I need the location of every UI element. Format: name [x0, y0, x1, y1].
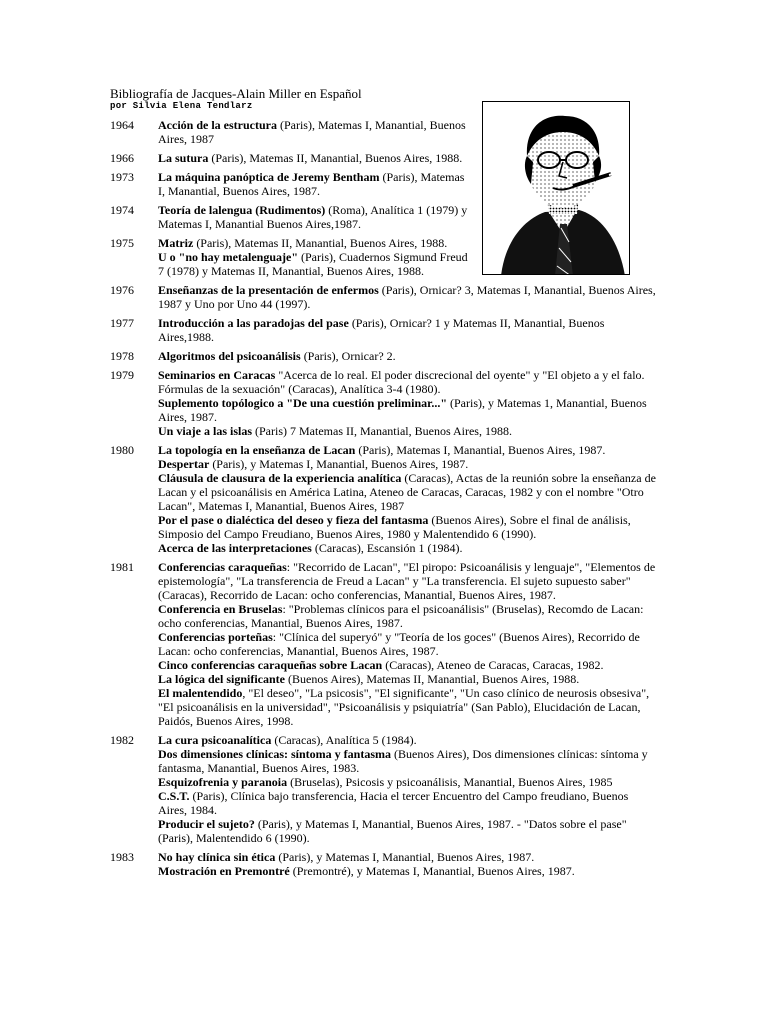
entry-year: 1980 — [110, 443, 134, 457]
entry-item — [158, 686, 658, 728]
entry-year: 1975 — [110, 236, 134, 250]
bibliography-entry — [110, 283, 658, 311]
bibliography-entry — [110, 203, 658, 231]
bibliography-entry — [110, 733, 658, 845]
work-title: Cláusula de clausura de la experiencia analítica — [158, 471, 402, 485]
publication-details: (Buenos Aires), Sobre el final de análisis, Simposio del Campo Freudiano, Buenos Aires, 1980 y Malentendido 6 (1990). — [158, 513, 631, 541]
document-author: por Silvia Elena Tendlarz — [110, 101, 253, 111]
publication-details: (Premontré), y Matemas I, Manantial, Buenos Aires, 1987. — [289, 864, 575, 878]
entry-body — [158, 203, 473, 231]
publication-details: (Paris) 7 Matemas II, Manantial, Buenos Aires, 1988. — [252, 424, 512, 438]
bibliography-list — [110, 118, 658, 883]
entry-item — [158, 630, 658, 658]
entry-year: 1964 — [110, 118, 134, 132]
document-title: Bibliografía de Jacques-Alain Miller en Español — [110, 86, 362, 101]
publication-details: (Paris), Clínica bajo transferencia, Hacia el tercer Encuentro del Campo freudiano, Buenos Aires, 1984. — [158, 789, 629, 817]
entry-body — [158, 349, 658, 363]
bibliography-entry — [110, 349, 658, 363]
entry-body — [158, 170, 473, 198]
work-title: U o "no hay metalenguaje" — [158, 250, 298, 264]
entry-year: 1974 — [110, 203, 134, 217]
entry-item — [158, 541, 658, 555]
entry-body — [158, 443, 658, 555]
entry-item — [158, 250, 473, 278]
bibliography-entry — [110, 170, 658, 198]
entry-item — [158, 316, 658, 344]
entry-item — [158, 283, 658, 311]
publication-details: (Paris), Cuadernos Sigmund Freud 7 (1978) y Matemas II, Manantial, Buenos Aires, 1988. — [158, 250, 468, 278]
publication-details: (Buenos Aires), Dos dimensiones clínicas: síntoma y fantasma, Manantial, Buenos Aires, 1983. — [158, 747, 648, 775]
entry-item — [158, 672, 658, 686]
publication-details: (Paris), Ornicar? 1 y Matemas II, Manantial, Buenos Aires,1988. — [158, 316, 605, 344]
work-title: Conferencias porteñas — [158, 630, 273, 644]
publication-details: (Caracas), Ateneo de Caracas, Caracas, 1982. — [382, 658, 604, 672]
publication-details: (Roma), Analítica 1 (1979) y Matemas I, Manantial Buenos Aires,1987. — [158, 203, 468, 231]
work-title: Mostración en Premontré — [158, 864, 290, 878]
work-title: Matriz — [158, 236, 194, 250]
entry-year: 1978 — [110, 349, 134, 363]
entry-item — [158, 203, 473, 231]
entry-item — [158, 850, 658, 864]
entry-year: 1976 — [110, 283, 134, 297]
work-title: Despertar — [158, 457, 210, 471]
entry-item — [158, 424, 658, 438]
publication-details: : "Clínica del superyó" y "Teoría de los goces" (Buenos Aires), Recorrido de Lacan: ocho conferencias, Manantial, Buenos Aires, 1987. — [158, 630, 640, 658]
bibliography-entry — [110, 151, 658, 165]
publication-details: , "El deseo", "La psicosis", "El significante", "Un caso clínico de neurosis obsesiva", "El psicoanálisis en la universidad", "Psicoanálisis y psiquiatría" (San Pablo), Elucidación de Lacan, Paidós, Buenos Aires, 1998. — [158, 686, 650, 728]
work-title: La cura psicoanalítica — [158, 733, 272, 747]
entry-body — [158, 850, 658, 878]
entry-item — [158, 864, 658, 878]
work-title: Acción de la estructura — [158, 118, 277, 132]
publication-details: (Paris), Ornicar? 3, Matemas I, Manantial, Buenos Aires, 1987 y Uno por Uno 44 (1997). — [158, 283, 656, 311]
entry-item — [158, 602, 658, 630]
work-title: Teoría de lalengua (Rudimentos) — [158, 203, 326, 217]
publication-details: : "Recorrido de Lacan", "El piropo: Psicoanálisis y lenguaje", "Elementos de epistemología", "La transferencia de Freud a Lacan" y "La transferencia. El sujeto supuesto saber" (Caracas), Recorrido de Lacan: ocho conferencias, Manantial, Buenos Aires, 1987. — [158, 560, 656, 602]
work-title: No hay clínica sin ética — [158, 850, 276, 864]
bibliography-entry — [110, 560, 658, 728]
entry-item — [158, 733, 658, 747]
publication-details: (Paris), y Matemas 1, Manantial, Buenos Aires, 1987. — [158, 396, 647, 424]
work-title: Introducción a las paradojas del pase — [158, 316, 349, 330]
entry-year: 1979 — [110, 368, 134, 382]
entry-item — [158, 151, 473, 165]
entry-body — [158, 118, 473, 146]
publication-details: (Paris), Matemas I, Manantial, Buenos Aires, 1987. — [158, 170, 465, 198]
entry-item — [158, 457, 658, 471]
entry-year: 1977 — [110, 316, 134, 330]
entry-year: 1982 — [110, 733, 134, 747]
publication-details: (Caracas), Actas de la reunión sobre la enseñanza de Lacan y el psicoanálisis en América Latina, Ateneo de Caracas, Caracas, 1982 y con el nombre "Otro Lacan", Matemas I, Manantial, Buenos Aires, 1987 — [158, 471, 656, 513]
publication-details: (Caracas), Escansión 1 (1984). — [311, 541, 463, 555]
work-title: Por el pase o dialéctica del deseo y fieza del fantasma — [158, 513, 429, 527]
publication-details: (Buenos Aires), Matemas II, Manantial, Buenos Aires, 1988. — [285, 672, 580, 686]
work-title: La lógica del significante — [158, 672, 285, 686]
publication-details: (Paris), y Matemas I, Manantial, Buenos Aires, 1987. — [209, 457, 469, 471]
bibliography-entry — [110, 850, 658, 878]
work-title: Algoritmos del psicoanálisis — [158, 349, 301, 363]
publication-details: (Paris), Matemas I, Manantial, Buenos Aires, 1987. — [355, 443, 606, 457]
entry-item — [158, 170, 473, 198]
entry-item — [158, 349, 658, 363]
publication-details: (Paris), Matemas II, Manantial, Buenos Aires, 1988. — [193, 236, 448, 250]
publication-details: (Bruselas), Psicosis y psicoanálisis, Manantial, Buenos Aires, 1985 — [287, 775, 613, 789]
entry-item — [158, 368, 658, 396]
entry-item — [158, 775, 658, 789]
publication-details: (Paris), y Matemas I, Manantial, Buenos Aires, 1987. — [275, 850, 535, 864]
entry-item — [158, 471, 658, 513]
bibliography-entry — [110, 118, 658, 146]
publication-details: "Acerca de lo real. El poder discrecional del oyente" y "El objeto a y el falo. Fórmulas de la sexuación" (Caracas), Analítica 3-4 (1980). — [158, 368, 645, 396]
work-title: La topología en la enseñanza de Lacan — [158, 443, 356, 457]
entry-body — [158, 151, 473, 165]
entry-body — [158, 316, 658, 344]
work-title: Suplemento topólogico a "De una cuestión preliminar..." — [158, 396, 448, 410]
publication-details: (Paris), Ornicar? 2. — [300, 349, 396, 363]
work-title: El malentendido — [158, 686, 243, 700]
publication-details: (Paris), Matemas II, Manantial, Buenos Aires, 1988. — [208, 151, 463, 165]
entry-year: 1973 — [110, 170, 134, 184]
entry-item — [158, 658, 658, 672]
entry-body — [158, 368, 658, 438]
entry-body — [158, 733, 658, 845]
bibliography-entry — [110, 443, 658, 555]
publication-details: (Paris), y Matemas I, Manantial, Buenos Aires, 1987. - "Datos sobre el pase" (Paris), Malentendido 6 (1990). — [158, 817, 627, 845]
work-title: Cinco conferencias caraqueñas sobre Lacan — [158, 658, 383, 672]
bibliography-entry — [110, 316, 658, 344]
entry-item — [158, 443, 658, 457]
entry-body — [158, 560, 658, 728]
work-title: Seminarios en Caracas — [158, 368, 276, 382]
entry-body — [158, 283, 658, 311]
bibliography-entry — [110, 236, 658, 278]
entry-item — [158, 560, 658, 602]
bibliography-entry — [110, 368, 658, 438]
work-title: C.S.T. — [158, 789, 190, 803]
entry-item — [158, 789, 658, 817]
entry-year: 1966 — [110, 151, 134, 165]
entry-item — [158, 396, 658, 424]
work-title: Esquizofrenia y paranoia — [158, 775, 288, 789]
publication-details: (Caracas), Analítica 5 (1984). — [271, 733, 417, 747]
work-title: Un viaje a las islas — [158, 424, 253, 438]
entry-item — [158, 747, 658, 775]
publication-details: (Paris), Matemas I, Manantial, Buenos Aires, 1987 — [158, 118, 466, 146]
entry-year: 1981 — [110, 560, 134, 574]
entry-item — [158, 236, 473, 250]
work-title: Conferencia en Bruselas — [158, 602, 283, 616]
entry-item — [158, 118, 473, 146]
work-title: La máquina panóptica de Jeremy Bentham — [158, 170, 380, 184]
entry-item — [158, 513, 658, 541]
work-title: Conferencias caraqueñas — [158, 560, 287, 574]
work-title: La sutura — [158, 151, 209, 165]
entry-year: 1983 — [110, 850, 134, 864]
work-title: Acerca de las interpretaciones — [158, 541, 312, 555]
entry-item — [158, 817, 658, 845]
work-title: Producir el sujeto? — [158, 817, 255, 831]
publication-details: : "Problemas clínicos para el psicoanálisis" (Bruselas), Recomdo de Lacan: ocho conferencias, Manantial, Buenos Aires, 1987. — [158, 602, 644, 630]
work-title: Dos dimensiones clínicas: síntoma y fantasma — [158, 747, 392, 761]
entry-body — [158, 236, 473, 278]
work-title: Enseñanzas de la presentación de enfermos — [158, 283, 379, 297]
